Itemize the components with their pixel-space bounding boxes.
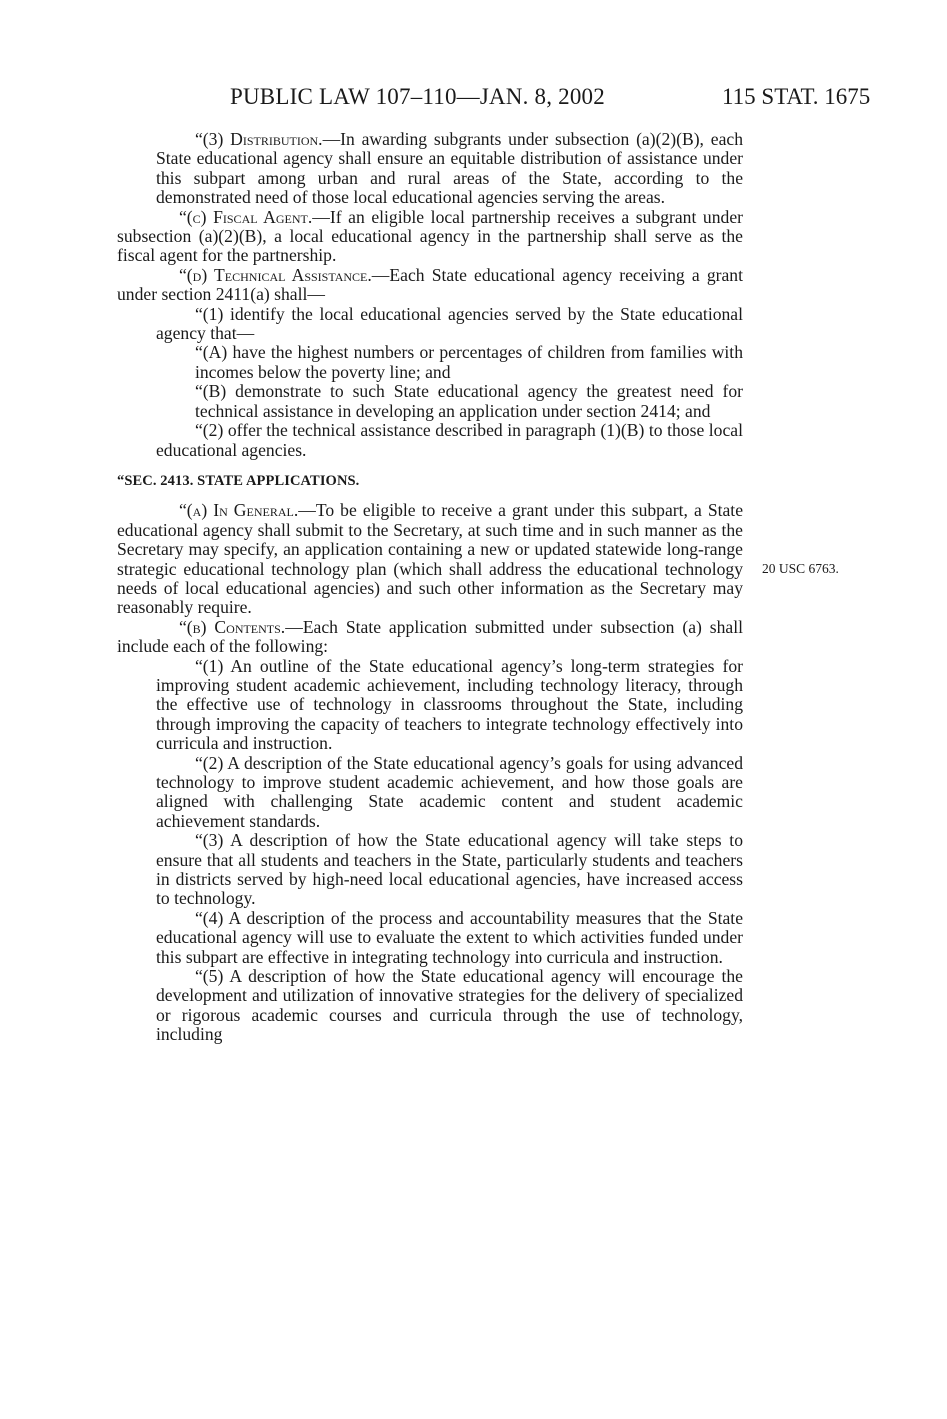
paragraph-b4: “(4) A description of the process and accountability measures that the State educational agency will use to evaluate the extent to which activities funded under this subpart are effective in integrating technology into curricula and instruction. [156,907,743,967]
subparagraph-text: “(A) have the highest numbers or percentages of children from families with incomes below the poverty line; and [195,342,743,382]
subsection-text: —If an eligible local partnership receives a subgrant under subsection (a)(2)(B), a local educational agency in the partnership shall serve as the fiscal agent for the partnership. [117,206,743,266]
paragraph-text: —In awarding subgrants under subsection (a)(2)(B), each State educational agency shall ensure an equitable distribution of assistance under this subpart among urban and rural areas of the State, according to the demonstrated need of those local educational agencies serving the areas. [156,129,743,208]
subsection-c-fiscal-agent [117,208,743,266]
subparagraph-text: “(B) demonstrate to such State educational agency the greatest need for technical assistance in developing an application under section 2414; and [195,381,743,421]
paragraph-d2: “(2) offer the technical assistance described in paragraph (1)(B) to those local educational agencies. [156,420,743,460]
subsection-d-technical-assistance [117,266,743,305]
running-header-title: PUBLIC LAW 107–110—JAN. 8, 2002 [230,84,605,109]
subsection-label: “(d) Technical Assistance. [179,264,372,285]
subsection-text: —Each State application submitted under subsection (a) shall include each of the following: [117,616,743,657]
statute-body [117,130,743,1045]
subparagraph-dB [195,382,743,421]
subsection-label: “(c) Fiscal Agent. [179,206,313,227]
subsection-b-contents [117,618,743,657]
margin-citation: 20 USC 6763. [762,561,839,576]
subsection-text: —Each State educational agency receiving a grant under section 2411(a) shall— [117,264,743,305]
paragraph-label: “(3) Distribution. [195,129,323,149]
section-heading: “SEC. 2413. STATE APPLICATIONS. [117,472,360,489]
subparagraph-dA [195,343,743,382]
paragraph-b2: “(2) A description of the State educational agency’s goals for using advanced technology to improve student academic achievement, and how those goals are aligned with challenging State academic content and student academic achievement standards. [156,752,743,831]
subsection-label: “(b) Contents. [179,616,286,637]
subsection-label: “(a) In General. [179,500,299,521]
subsection-text: —To be eligible to receive a grant under this subpart, a State educational agency shall submit to the Secretary, at such time and in such manner as the Secretary may specify, an application containing a new or updated statewide long-range strategic educational technology plan (which shall address the educational technology needs of local educational agencies) and such other information as the Secretary may reasonably require. [117,500,743,618]
paragraph-b5: “(5) A description of how the State educational agency will encourage the development and utilization of innovative strategies for the delivery of specialized or rigorous academic courses and curricula through the use of technology, including [156,966,743,1045]
paragraph-b3: “(3) A description of how the State educational agency will take steps to ensure that all students and teachers in the State, particularly students and teachers in districts served by high-need local educational agencies, have increased access to technology. [156,830,743,909]
paragraph-d1: “(1) identify the local educational agencies served by the State educational agency that— [156,303,743,344]
paragraph-b1: “(1) An outline of the State educational agency’s long-term strategies for improving student academic achievement, including technology literacy, through the effective use of technology in classrooms throughout the State, including through improving the capacity of teachers to integrate technology effectively into curricula and instruction. [156,655,743,754]
paragraph-d3-distribution [156,130,743,208]
subsection-a-in-general [117,501,743,617]
running-header-page-number: 115 STAT. 1675 [722,84,871,109]
